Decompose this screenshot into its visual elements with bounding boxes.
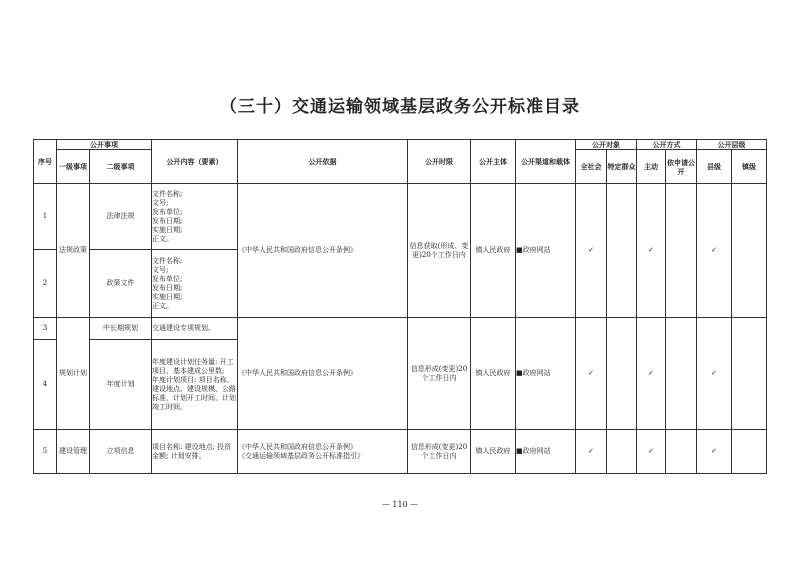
header-time-limit: 公开时限	[408, 140, 471, 184]
row-subject: 镇人民政府	[471, 430, 516, 474]
row-level2: 年度计划	[90, 340, 152, 430]
check-proactive: ✓	[637, 430, 666, 474]
row-content: 交通建设专项规划。	[152, 318, 238, 340]
row-level2: 政策文件	[90, 250, 152, 318]
cell-specific-group	[607, 430, 637, 474]
row-content: 文件名称; 文号; 发布单位; 发布日期; 实施日期; 正文。	[152, 184, 238, 250]
row-level1: 规划计划	[57, 318, 90, 430]
cell-town	[732, 430, 767, 474]
check-whole-society: ✓	[576, 430, 607, 474]
header-proactive: 主动	[637, 150, 666, 184]
header-object: 公开对象	[576, 140, 637, 150]
row-seq: 3	[34, 318, 57, 340]
header-county: 县级	[697, 150, 732, 184]
table-row	[34, 184, 767, 250]
page-number: — 110 —	[381, 500, 419, 509]
row-basis	[238, 430, 408, 474]
row-level1: 法规政策	[57, 184, 90, 318]
row-subject: 镇人民政府	[471, 184, 516, 318]
row-basis: 《中华人民共和国政府信息公开条例》	[238, 184, 408, 318]
header-level1: 一级事项	[57, 150, 90, 184]
row-subject: 镇人民政府	[471, 318, 516, 430]
row-time-limit: 信息获取(形成、变更)20个工作日内	[408, 184, 471, 318]
header-basis: 公开依据	[238, 140, 408, 184]
basis-line: 《中华人民共和国政府信息公开条例》	[238, 442, 357, 451]
row-seq: 5	[34, 430, 57, 474]
basis-line: 《交通运输领域基层政务公开标准指引》	[238, 451, 364, 460]
check-proactive: ✓	[637, 184, 666, 318]
cell-town	[732, 184, 767, 318]
row-time-limit: 信息形成(变更)20个工作日内	[408, 430, 471, 474]
row-content: 文件名称; 文号; 发布单位; 发布日期; 实施日期; 正文。	[152, 250, 238, 318]
header-town: 镇级	[732, 150, 767, 184]
row-level2: 法律法规	[90, 184, 152, 250]
check-county: ✓	[697, 430, 732, 474]
catalog-table	[33, 139, 767, 474]
row-time-limit: 信息形成(变更)20个工作日内	[408, 318, 471, 430]
row-content: 年度建设计划任务量: 开工项目、基本建成公里数; 年度计划项目: 项目名称、建设地点、建设规模、公路标准、计划开工时间、计划竣工时间。	[152, 340, 238, 430]
cell-town	[732, 318, 767, 430]
header-whole-society: 全社会	[576, 150, 607, 184]
check-county: ✓	[697, 184, 732, 318]
check-whole-society: ✓	[576, 318, 607, 430]
cell-on-request	[666, 184, 697, 318]
cell-specific-group	[607, 184, 637, 318]
header-level: 公开层级	[697, 140, 767, 150]
row-channel: ■政府网站	[516, 318, 576, 430]
header-seq: 序号	[34, 140, 57, 184]
check-whole-society: ✓	[576, 184, 607, 318]
row-basis: 《中华人民共和国政府信息公开条例》	[238, 318, 408, 430]
table-row	[34, 430, 767, 474]
page-title: （三十）交通运输领域基层政务公开标准目录	[220, 97, 580, 117]
row-level1: 建设管理	[57, 430, 90, 474]
check-proactive: ✓	[637, 318, 666, 430]
header-specific-group: 特定群众	[607, 150, 637, 184]
row-channel: ■政府网站	[516, 430, 576, 474]
row-level2: 立项信息	[90, 430, 152, 474]
header-content: 公开内容（要素）	[152, 140, 238, 184]
check-county: ✓	[697, 318, 732, 430]
cell-on-request	[666, 430, 697, 474]
row-channel: ■政府网站	[516, 184, 576, 318]
header-method: 公开方式	[637, 140, 697, 150]
table-row	[34, 318, 767, 340]
row-seq: 1	[34, 184, 57, 250]
row-seq: 4	[34, 340, 57, 430]
row-level2: 中长期规划	[90, 318, 152, 340]
cell-specific-group	[607, 318, 637, 430]
header-subject: 公开主体	[471, 140, 516, 184]
header-level2: 二级事项	[90, 150, 152, 184]
row-seq: 2	[34, 250, 57, 318]
header-on-request: 依申请公开	[666, 150, 697, 184]
header-public-items: 公开事项	[57, 140, 152, 150]
row-content: 项目名称: 建设地点; 投资金额; 计划安排。	[152, 430, 238, 474]
header-channel: 公开渠道和载体	[516, 140, 576, 184]
cell-on-request	[666, 318, 697, 430]
